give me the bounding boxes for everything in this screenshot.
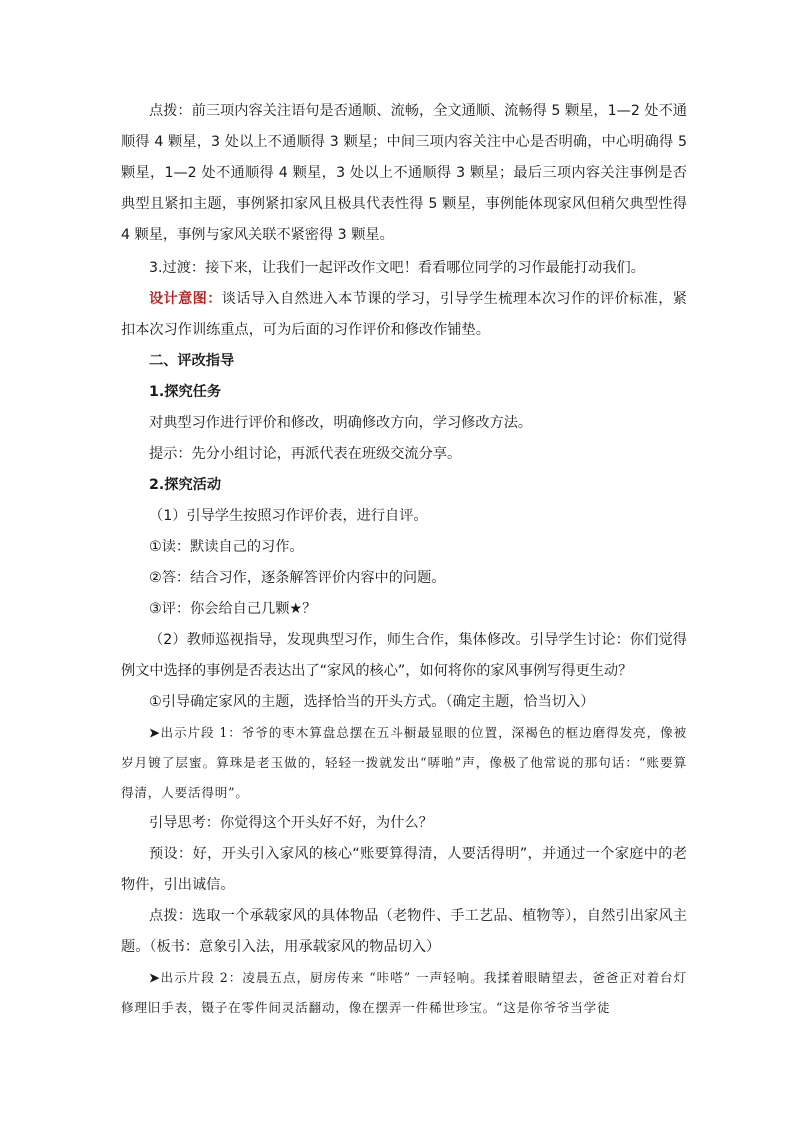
guide-theme: ①引导确定家风的主题，选择恰当的开头方式。（确定主题，恰当切入） [149,694,595,710]
excerpt-1 [121,718,687,808]
task-paragraph: 对典型习作进行评价和修改，明确修改方向，学习修改方法。 [149,415,533,431]
transition-paragraph: 3.过渡：接下来，让我们一起评改作文吧！看看哪位同学的习作最能打动我们。 [149,260,645,276]
activity-step-1: （1）引导学生按照习作评价表，进行自评。 [149,508,428,524]
hint-paragraph: 点拨：前三项内容关注语句是否通顺、流畅，全文通顺、流畅得 5 颗星，1—2 处不通顺得 4 颗星，3 处以上不通顺得 3 颗星；中间三项内容关注中心是否明确，中心明确得 5 颗星，1—2 处不通顺得 4 颗星，3 处以上不通顺得 3 颗星；最后三项内容关注事例是否典型且紧扣主题，事例紧扣家风且极具代表性得 5 颗星，事例能体现家风但稍欠典型性得 4 颗星，事例与家风关联不紧密得 3 颗星。 [121,103,687,243]
activity-answer: ②答：结合习作，逐条解答评价内容中的问题。 [149,570,446,586]
activity-evaluate: ③评：你会给自己几颗★？ [149,601,317,617]
document-body [121,96,687,1023]
tip-paragraph: 提示：先分小组讨论，再派代表在班级交流分享。 [149,446,462,462]
excerpt-2-text: 出示片段 2：凌晨五点，厨房传来 “咔嗒” 一声轻响。我揉着眼睛望去，爸爸正对着台灯修理旧手表，镊子在零件间灵活翻动，像在摆弄一件稀世珍宝。“这是你爷爷当学徒 [121,970,687,1015]
activity-step-2: （2）教师巡视指导，发现典型习作，师生合作，集体修改。引导学生讨论：你们觉得例文中选择的事例是否表达出了“家风的核心”，如何将你的家风事例写得更生动？ [121,632,687,679]
section-heading: 二、评改指导 [149,353,235,369]
hint-paragraph-2: 点拨：选取一个承载家风的具体物品（老物件、手工艺品、植物等），自然引出家风主题。（板书：意象引入法，用承载家风的物品切入） [121,908,687,955]
guide-question: 引导思考：你觉得这个开头好不好，为什么？ [149,815,433,831]
subsection-heading-activity: 2.探究活动 [149,477,222,493]
design-intent-text: 谈话导入自然进入本节课的学习，引导学生梳理本次习作的评价标准，紧扣本次习作训练重点，可为后面的习作评价和修改作铺垫。 [121,291,687,338]
arrow-icon: ➤ [149,725,161,740]
arrow-icon: ➤ [149,970,161,985]
excerpt-1-text: 出示片段 1：爷爷的枣木算盘总摆在五斗橱最显眼的位置，深褐色的框边磨得发亮，像被岁月镀了层蜜。算珠是老玉做的，轻轻一拨就发出“哢啪”声，像极了他常说的那句话：“账要算得清，人要活得明”。 [121,725,687,800]
subsection-heading-task: 1.探究任务 [149,384,222,400]
preset-answer: 预设：好，开头引入家风的核心“账要算得清，人要活得明”，并通过一个家庭中的老物件，引出诚信。 [121,846,687,893]
design-intent-label: 设计意图： [149,291,222,307]
activity-read: ①读：默读自己的习作。 [149,539,304,555]
design-intent-paragraph [121,284,687,346]
excerpt-2 [121,963,687,1023]
